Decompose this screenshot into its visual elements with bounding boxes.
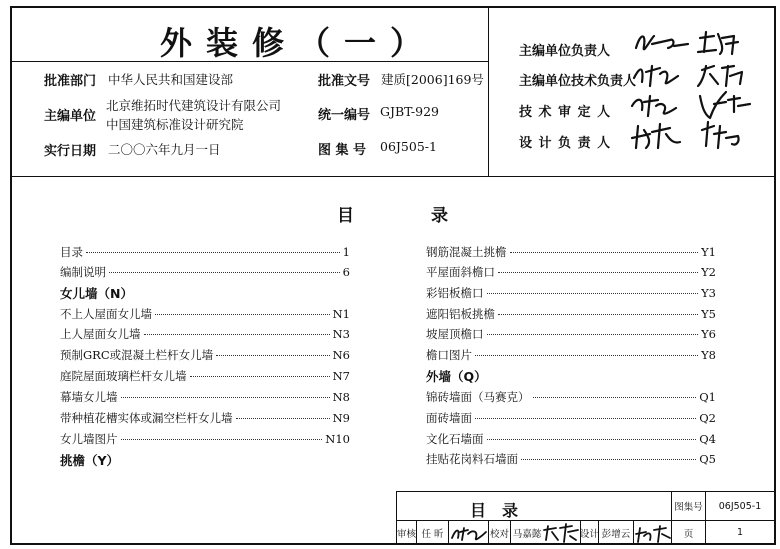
- page-title: 外装修（一）: [160, 24, 437, 62]
- toc-item[interactable]: [60, 368, 350, 384]
- leader-dots: [475, 418, 696, 419]
- toc-item-title: 庭院屋面玻璃栏杆女儿墙: [60, 369, 187, 383]
- leader-dots: [121, 397, 330, 398]
- toc-item-page: N10: [325, 432, 350, 446]
- toc-item-title: 文化石墙面: [426, 432, 484, 446]
- chief-editor-value-1: 北京维拓时代建筑设计有限公司: [106, 98, 282, 113]
- toc-item[interactable]: [60, 306, 350, 322]
- toc-heading-left: 目: [337, 206, 354, 226]
- atlas-number-label: 图集号: [674, 502, 703, 513]
- toc-item-title: 上人屋面女儿墙: [60, 327, 141, 341]
- leader-dots: [498, 314, 698, 315]
- title-block-col-divider: [448, 520, 449, 545]
- responsible-designer-label: 设 计 负 责 人: [519, 136, 612, 151]
- toc-item-page: 6: [342, 265, 350, 279]
- toc-item-title: 遮阳铝板挑檐: [426, 307, 495, 321]
- page-label: 页: [683, 528, 694, 540]
- leader-dots: [533, 397, 697, 398]
- toc-item-page: Q5: [699, 452, 716, 466]
- toc-item[interactable]: [426, 306, 716, 322]
- approval-dept-value: 中华人民共和国建设部: [108, 72, 234, 87]
- toc-item[interactable]: [60, 264, 350, 280]
- toc-item[interactable]: [60, 347, 350, 363]
- toc-item[interactable]: [426, 410, 716, 426]
- leader-dots: [487, 334, 699, 335]
- responsible-tech-label: 主编单位技术负责人: [519, 74, 637, 89]
- leader-dots: [236, 418, 330, 419]
- toc-item-title: 编制说明: [60, 265, 106, 279]
- toc-item-title: 挂贴花岗料石墙面: [426, 452, 518, 466]
- toc-item-title: 不上人屋面女儿墙: [60, 307, 152, 321]
- check-signature: [542, 522, 580, 544]
- atlas-no-label: 图 集 号: [318, 143, 367, 158]
- toc-item-title: 平屋面斜檐口: [426, 265, 495, 279]
- responsible-chief-unit-label: 主编单位负责人: [519, 44, 611, 59]
- toc-item[interactable]: [426, 285, 716, 301]
- toc-item-page: N8: [332, 390, 350, 404]
- toc-item-page: N9: [332, 411, 350, 425]
- toc-item-page: 1: [342, 245, 350, 259]
- toc-item-title: 坡屋顶檐口: [426, 327, 484, 341]
- toc-item[interactable]: [60, 410, 350, 426]
- review-name: 任 昕: [421, 528, 444, 540]
- leader-dots: [121, 439, 323, 440]
- toc-section-parapet: 女儿墙（N）: [60, 286, 133, 301]
- leader-dots: [86, 252, 340, 253]
- toc-item-title: 女儿墙图片: [60, 432, 118, 446]
- leader-dots: [487, 439, 697, 440]
- leader-dots: [190, 376, 330, 377]
- leader-dots: [510, 252, 699, 253]
- toc-item-title: 锦砖墙面（马赛克）: [426, 390, 530, 404]
- review-signature: [450, 522, 488, 544]
- toc-section-cornice: 挑檐（Y）: [60, 453, 120, 468]
- toc-item-title: 檐口图片: [426, 348, 472, 362]
- leader-dots: [487, 293, 699, 294]
- approval-no-label: 批准文号: [318, 74, 371, 89]
- check-name: 马嘉懿: [512, 528, 542, 540]
- toc-item-page: Y5: [701, 307, 716, 321]
- toc-item-title: 面砖墙面: [426, 411, 472, 425]
- leader-dots: [109, 272, 340, 273]
- toc-item-page: Q4: [699, 432, 716, 446]
- header-bottom-border: [10, 176, 776, 177]
- leader-dots: [521, 459, 696, 460]
- toc-item-title: 幕墙女儿墙: [60, 390, 118, 404]
- toc-item[interactable]: [60, 389, 350, 405]
- toc-item[interactable]: [426, 347, 716, 363]
- toc-item-title: 目录: [60, 245, 83, 259]
- design-name: 彭增云: [601, 528, 631, 540]
- toc-item-page: Y6: [701, 327, 716, 341]
- toc-item-title: 彩铝板檐口: [426, 286, 484, 300]
- design-signature: [634, 522, 672, 544]
- toc-item-page: Q1: [699, 390, 716, 404]
- atlas-number-value: 06J505-1: [718, 500, 762, 512]
- toc-item-title: 预制GRC或混凝土栏杆女儿墙: [60, 348, 214, 362]
- toc-item-page: N6: [332, 348, 350, 362]
- toc-item-title: 带种植花槽实体或漏空栏杆女儿墙: [60, 411, 233, 425]
- toc-item[interactable]: [60, 431, 350, 447]
- leader-dots: [216, 355, 329, 356]
- leader-dots: [155, 314, 330, 315]
- unified-no-value: GJBT-929: [380, 104, 439, 119]
- approval-dept-label: 批准部门: [44, 74, 97, 89]
- atlas-no-value: 06J505-1: [380, 139, 437, 154]
- leader-dots: [498, 272, 698, 273]
- chief-editor-value-2: 中国建筑标准设计研究院: [106, 117, 244, 132]
- design-label: 设计: [580, 528, 600, 540]
- toc-item-page: N3: [332, 327, 350, 341]
- approval-no-value: 建质[2006]169号: [381, 72, 484, 87]
- effective-date-value: 二〇〇六年九月一日: [108, 142, 221, 157]
- toc-section-exterior-wall: 外墙（Q）: [426, 369, 487, 384]
- toc-item[interactable]: [60, 326, 350, 342]
- toc-heading-right: 录: [431, 206, 448, 226]
- toc-item[interactable]: [426, 389, 716, 405]
- toc-item[interactable]: [426, 451, 716, 467]
- page-value: 1: [736, 527, 744, 538]
- toc-item-page: Y3: [701, 286, 716, 300]
- review-label: 审核: [397, 528, 417, 540]
- toc-item[interactable]: [426, 431, 716, 447]
- leader-dots: [144, 334, 330, 335]
- effective-date-label: 实行日期: [44, 144, 97, 159]
- toc-item-page: Y8: [701, 348, 716, 362]
- toc-item-page: Y1: [701, 245, 716, 259]
- unified-no-label: 统一编号: [318, 108, 371, 123]
- toc-item-title: 钢筋混凝土挑檐: [426, 245, 507, 259]
- leader-dots: [475, 355, 698, 356]
- toc-item-page: N1: [332, 307, 350, 321]
- handwritten-signatures: [630, 26, 780, 166]
- toc-item[interactable]: [60, 244, 350, 260]
- toc-item[interactable]: [426, 326, 716, 342]
- toc-item[interactable]: [426, 244, 716, 260]
- check-label: 校对: [489, 528, 509, 540]
- toc-item-page: Y2: [701, 265, 716, 279]
- header-vertical-divider: [488, 6, 489, 176]
- toc-item[interactable]: [426, 264, 716, 280]
- chief-editor-label: 主编单位: [44, 109, 97, 124]
- toc-item-page: Q2: [699, 411, 716, 425]
- title-block-name: 目 录: [470, 501, 519, 520]
- responsible-reviewer-label: 技 术 审 定 人: [519, 105, 612, 120]
- toc-item-page: N7: [332, 369, 350, 383]
